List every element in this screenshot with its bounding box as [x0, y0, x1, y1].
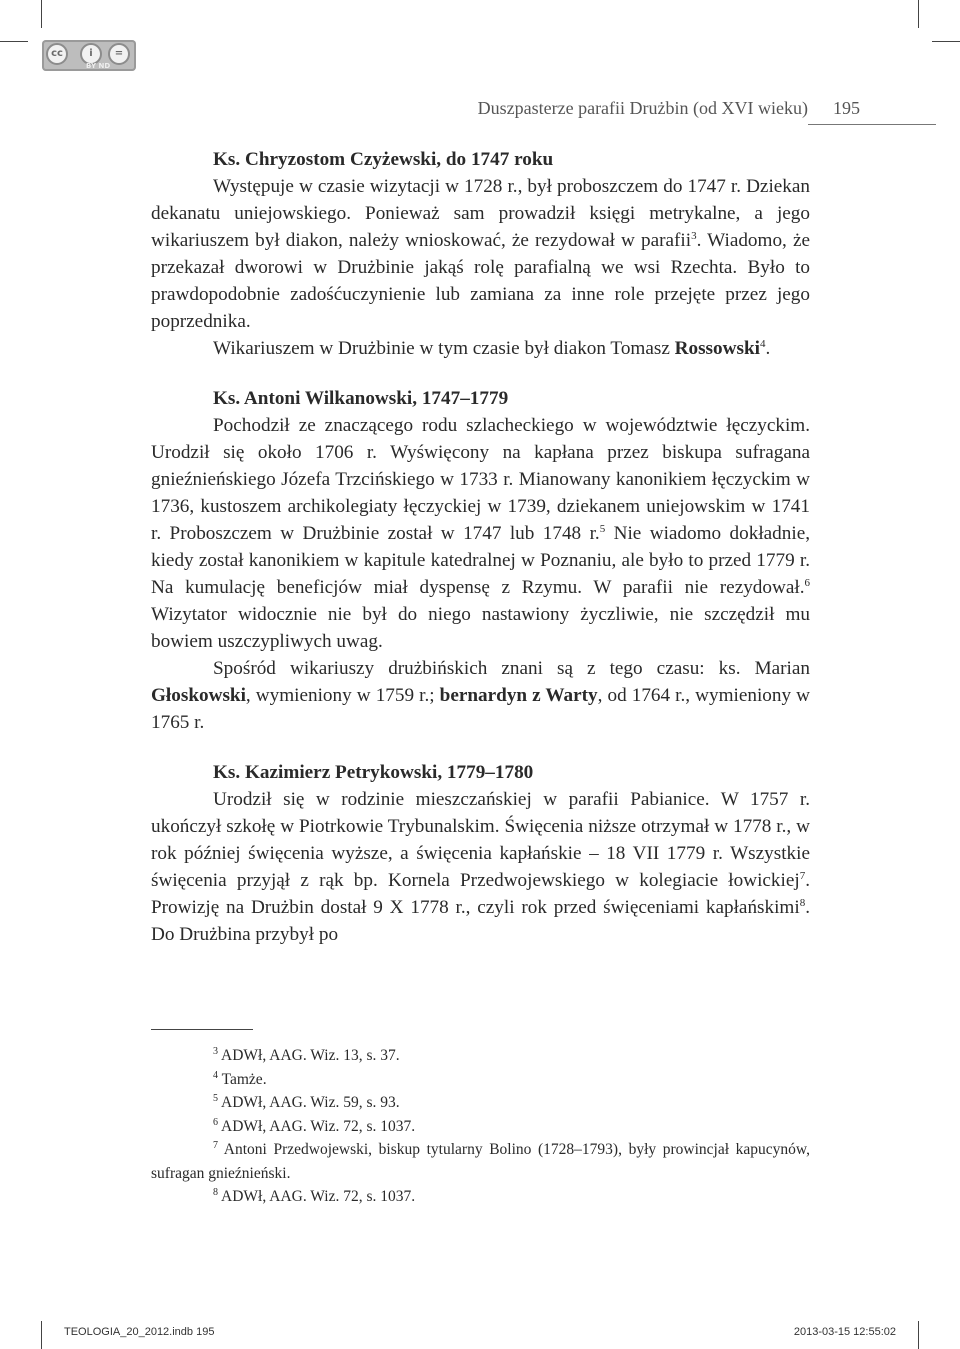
- paragraph: [151, 412, 810, 655]
- footnote: [151, 1068, 810, 1092]
- license-label: BY ND: [86, 62, 111, 70]
- body-text: [151, 146, 810, 948]
- text-run: Nie wiadomo dokładnie, kiedy został kanonikiem w kapitule katedralnej w Poznaniu, ale było to przed 1779 r. Na kumulację beneficjów miał dyspensę z Rzymu. W parafii nie rezydował.: [151, 523, 811, 598]
- section-heading: Ks. Chryzostom Czyżewski, do 1747 roku: [213, 149, 554, 170]
- text-run: Wikariuszem w Drużbinie w tym czasie był diakon Tomasz: [213, 338, 675, 359]
- footnote: [151, 1044, 810, 1068]
- text-run: . Wiadomo, że przekazał dworowi w Drużbinie jakąś rolę parafialną we wsi Rzechta. Było to prawdopodobnie zadośćuczynienie lub zamiana za inne role przejęte przez jego poprzednika.: [151, 230, 810, 332]
- footnote: [151, 1138, 810, 1185]
- paragraph: [151, 786, 810, 948]
- attribution-icon: i: [80, 43, 102, 65]
- footnote-ref: 4: [759, 338, 766, 350]
- bold-name: Głoskowski: [151, 685, 246, 706]
- footnote-ref: 8: [799, 897, 806, 909]
- footnote-number: 5: [213, 1093, 218, 1104]
- header-rule: [808, 124, 936, 125]
- footnote-text: ADWł, AAG. Wiz. 72, s. 1037.: [221, 1117, 416, 1135]
- footnote-number: 4: [213, 1069, 218, 1081]
- text-run: Wizytator widocznie nie był do niego nastawiony życzliwie, nie szczędził mu bowiem uszczypliwych uwag.: [151, 604, 810, 652]
- text-run: Spośród wikariuszy drużbińskich znani są z tego czasu: ks. Marian: [213, 658, 810, 679]
- footnotes: [151, 1044, 810, 1209]
- crop-mark: [0, 41, 28, 42]
- footnote-ref: 6: [804, 577, 810, 589]
- footnote-text: ADWł, AAG. Wiz. 13, s. 37.: [221, 1047, 400, 1064]
- footnote: [151, 1115, 810, 1139]
- section-gap: [151, 736, 810, 759]
- footnote-number: 6: [213, 1116, 218, 1128]
- footnote-text: ADWł, AAG. Wiz. 72, s. 1037.: [221, 1188, 416, 1205]
- paragraph: [151, 655, 810, 736]
- section-gap: [151, 362, 810, 385]
- page-number: 195: [833, 98, 860, 118]
- text-run: , wymieniony w 1759 r.;: [245, 685, 440, 706]
- text-run: . Do Drużbina przybył po: [151, 897, 810, 945]
- footnote-text: Antoni Przedwojewski, biskup tytularny Bolino (1728–1793), były prowincjał kapucynów, sufragan gnieźnieński.: [151, 1141, 810, 1182]
- footnote-ref: 3: [691, 230, 697, 242]
- bold-name: Rossowski: [674, 338, 760, 359]
- text-run: Pochodził ze znaczącego rodu szlacheckiego w województwie łęczyckim. Urodził się około 1706 r. Wyświęcony na kapłana przez biskupa sufragana gnieźnieńskiego Józefa Trzcińskiego w 1733 r. Mianowany kanonikiem łęczyckim w 1736, kustoszem archikolegiaty łęczyckiej w 1739, dziekanem uniejowskim w 1741 r. Proboszczem w Drużbinie został w 1747 lub 1748 r.: [151, 415, 810, 544]
- footnote: [151, 1091, 810, 1115]
- text-run: Urodził się w rodzinie mieszczańskiej w parafii Pabianice. W 1757 r. ukończył szkołę w Piotrkowie Trybunalskim. Święcenia niższe otrzymał w 1778 r., w rok później święcenia wyższe, a święcenia kapłańskie – 18 VII 1779 r. Wszystkie święcenia przyjął z rąk bp. Kornela Przedwojewskiego w kolegiacie łowickiej: [151, 789, 810, 891]
- text-run: .: [765, 338, 771, 359]
- crop-mark: [41, 0, 42, 28]
- footnote-ref: 7: [799, 870, 806, 882]
- paragraph: [151, 335, 810, 362]
- crop-mark: [918, 1321, 919, 1349]
- crop-mark: [41, 1321, 42, 1349]
- footnote-number: 8: [213, 1187, 218, 1198]
- footnote-number: 3: [213, 1046, 218, 1057]
- text-run: . Prowizję na Drużbin dostał 9 X 1778 r., czyli rok przed święceniami kapłańskimi: [151, 870, 810, 918]
- running-title: Duszpasterze parafii Drużbin (od XVI wieku): [477, 98, 808, 118]
- footnote-ref: 5: [599, 523, 606, 535]
- no-derivatives-icon: =: [108, 43, 130, 65]
- footnote-separator: [151, 1029, 253, 1030]
- cc-icon: cc: [46, 43, 68, 65]
- text-run: , od 1764 r., wymieniony w 1765 r.: [151, 685, 810, 733]
- section-heading: Ks. Antoni Wilkanowski, 1747–1779: [213, 388, 509, 409]
- paragraph: [151, 173, 810, 335]
- bold-name: bernardyn z Warty: [439, 685, 598, 706]
- footnote-number: 7: [213, 1140, 218, 1151]
- footnote-text: Tamże.: [221, 1070, 267, 1088]
- cc-license-badge: [42, 40, 136, 71]
- section-heading: Ks. Kazimierz Petrykowski, 1779–1780: [213, 762, 534, 783]
- footnote-text: ADWł, AAG. Wiz. 59, s. 93.: [221, 1094, 400, 1111]
- footnote: [151, 1185, 810, 1209]
- footer-timestamp: 2013-03-15 12:55:02: [793, 1326, 896, 1338]
- crop-mark: [932, 41, 960, 42]
- crop-mark: [918, 0, 919, 28]
- footer-file: TEOLOGIA_20_2012.indb 195: [64, 1326, 215, 1338]
- text-run: Występuje w czasie wizytacji w 1728 r., był proboszczem do 1747 r. Dziekan dekanatu uniejowskiego. Ponieważ sam prowadził księgi metrykalne, a jego wikariuszem był diakon, należy wnioskować, że rezydował w parafii: [151, 176, 810, 251]
